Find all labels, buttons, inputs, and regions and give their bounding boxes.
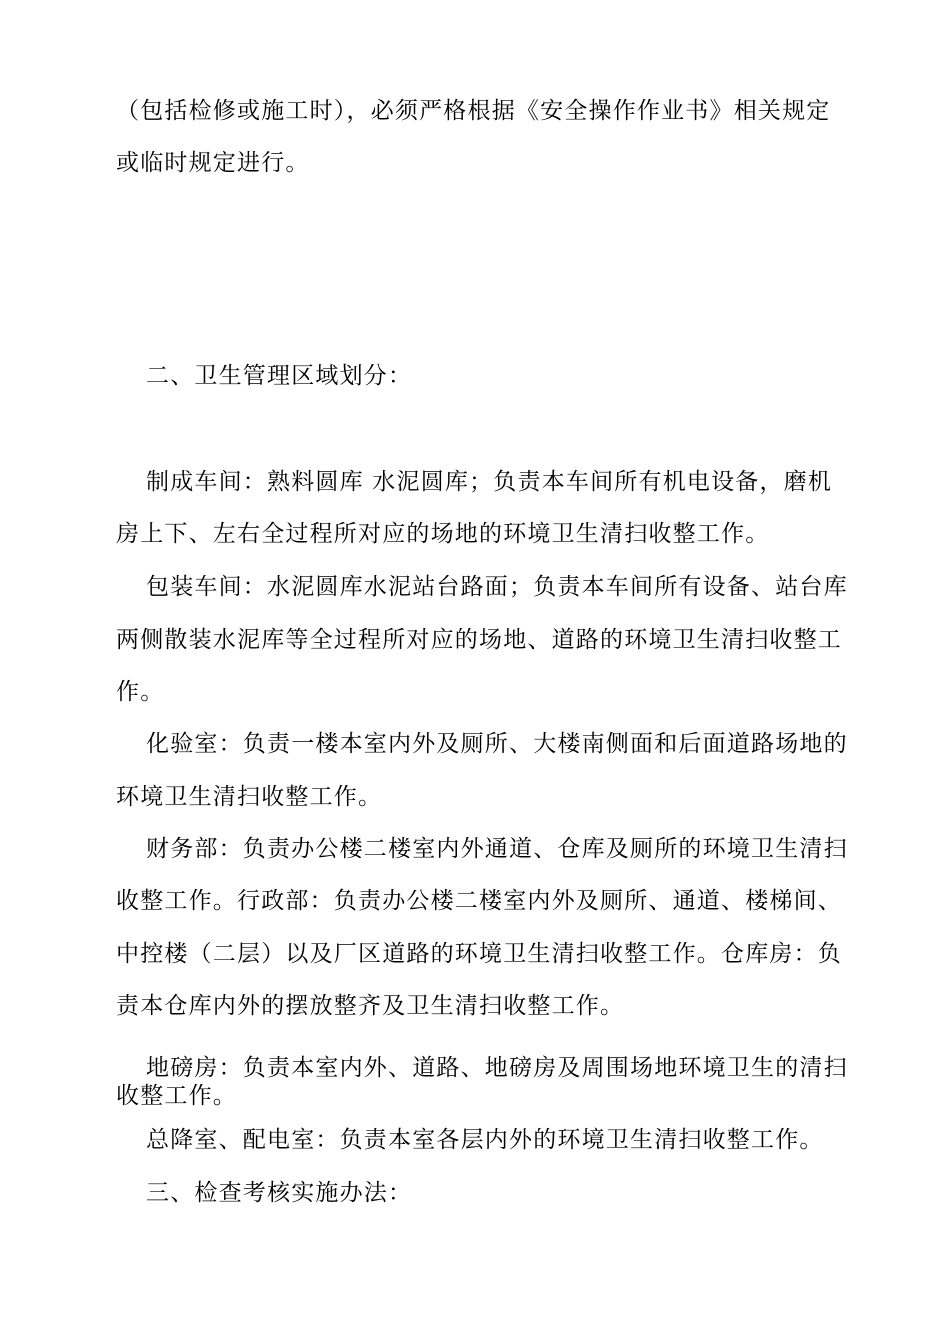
text-line: 包装车间：水泥圆库水泥站台路面；负责本车间所有设备、站台库 (146, 574, 848, 600)
text-line: 房上下、左右全过程所对应的场地的环境卫生清扫收整工作。 (116, 521, 770, 547)
text-line: 两侧散装水泥库等全过程所对应的场地、道路的环境卫生清扫收整工 (116, 627, 842, 653)
text-line: 制成车间：熟料圆库 水泥圆库；负责本车间所有机电设备，磨机 (146, 469, 833, 495)
text-line: 收整工作。行政部：负责办公楼二楼室内外及厕所、通道、楼梯间、 (116, 888, 842, 914)
text-line: 收整工作。 (116, 1083, 237, 1109)
text-line: （包括检修或施工时），必须严格根据《安全操作作业书》相关规定 (116, 98, 831, 124)
section-heading: 三、检查考核实施办法： (146, 1180, 413, 1206)
text-line: 地磅房：负责本室内外、道路、地磅房及周围场地环境卫生的清扫 (146, 1055, 848, 1081)
text-line: 责本仓库内外的摆放整齐及卫生清扫收整工作。 (116, 993, 625, 1019)
text-line: 总降室、配电室：负责本室各层内外的环境卫生清扫收整工作。 (146, 1127, 824, 1153)
text-line: 环境卫生清扫收整工作。 (116, 784, 383, 810)
text-line: 化验室：负责一楼本室内外及厕所、大楼南侧面和后面道路场地的 (146, 731, 848, 757)
text-line: 作。 (116, 679, 165, 705)
text-line: 或临时规定进行。 (116, 150, 310, 176)
text-line: 中控楼（二层）以及厂区道路的环境卫生清扫收整工作。仓库房：负 (116, 941, 842, 967)
section-heading: 二、卫生管理区域划分： (146, 363, 413, 389)
text-line: 财务部：负责办公楼二楼室内外通道、仓库及厕所的环境卫生清扫 (146, 836, 848, 862)
